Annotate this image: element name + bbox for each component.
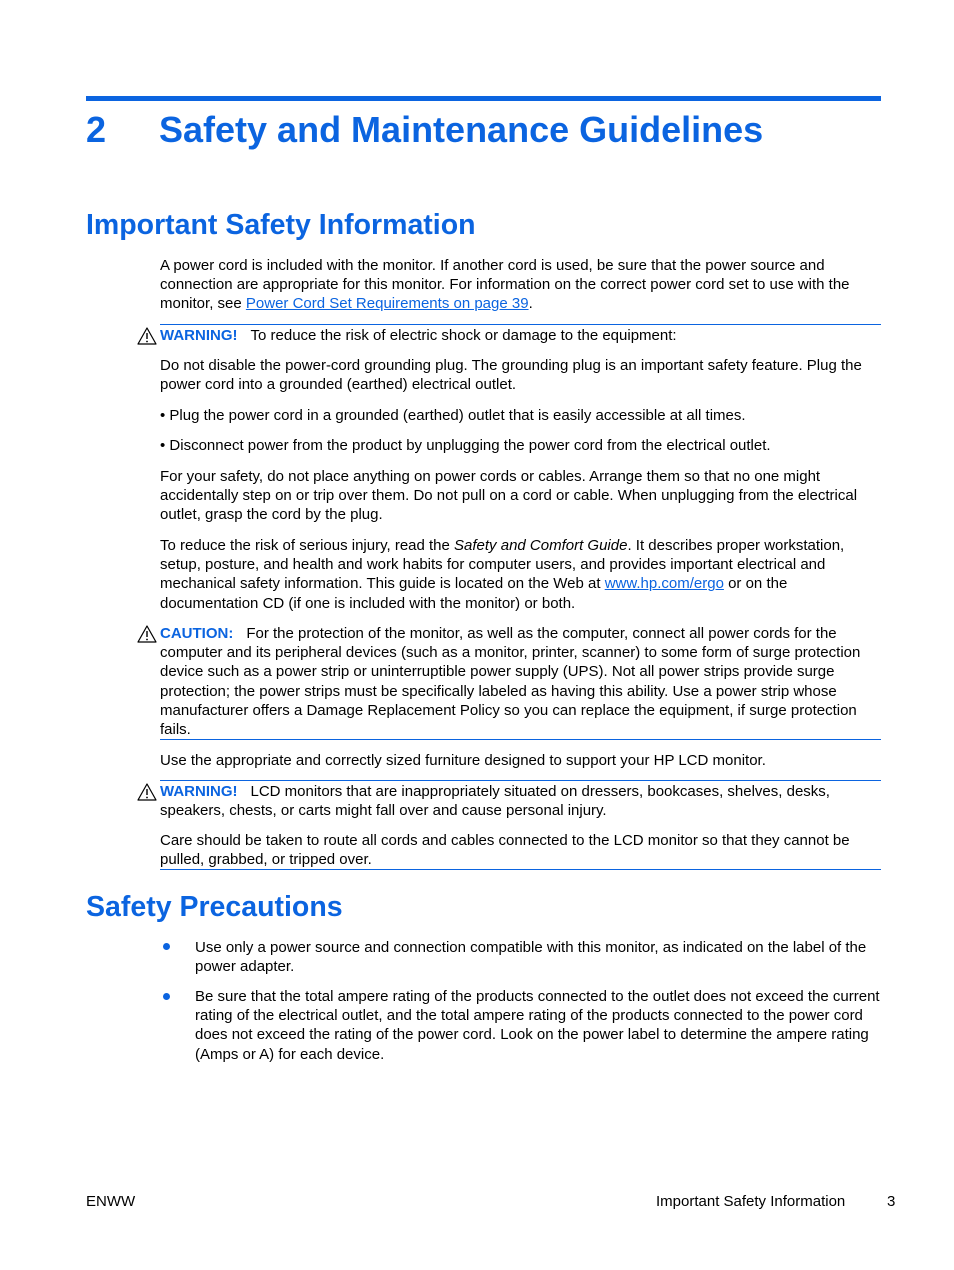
warning-triangle-icon — [137, 625, 157, 643]
chapter-number: 2 — [86, 109, 107, 150]
chapter-title — [86, 105, 886, 155]
footer-page-number: 3 — [887, 1193, 896, 1210]
warning-label: WARNING! — [160, 327, 238, 344]
guide-title: Safety and Comfort Guide — [454, 537, 628, 554]
power-cord-link[interactable]: Power Cord Set Requirements on page 39 — [245, 295, 529, 313]
warning-label: WARNING! — [160, 783, 238, 800]
warning1-para-guide: To reduce the risk of serious injury, read the Safety and Comfort Guide. It describes proper workstation, setup, posture, and health and work habits for computer users, and provides important electrical and mechanical safety information. This guide is located on the Web at www.hp.com/ergo or on the documentation CD (if one is included with the monitor) or both. — [160, 537, 845, 612]
warning-triangle-icon — [137, 327, 157, 345]
bullet-dot-icon — [163, 943, 170, 950]
precaution-bullet-1: Use only a power source and connection compatible with this monitor, as indicated on the label of the power adapter. — [195, 939, 867, 976]
chapter-title-text: Safety and Maintenance Guidelines — [159, 109, 764, 150]
warning1-para-cords: For your safety, do not place anything on power cords or cables. Arrange them so that no one might accidentally step on or trip over them. Do not pull on a cord or cable. When unplugging from the electrical outlet, grasp the cord by the plug. — [160, 468, 858, 524]
furniture-paragraph: Use the appropriate and correctly sized furniture designed to support your HP LCD monitor. — [160, 752, 766, 769]
warning1-para-grounding: Do not disable the power-cord grounding plug. The grounding plug is an important safety feature. Plug the power cord into a grounded (earthed) electrical outlet. — [160, 357, 862, 394]
warning1-para-disconnect: • Disconnect power from the product by unplugging the power cord from the electrical outlet. — [160, 437, 771, 454]
warning2-para-cables: Care should be taken to route all cords and cables connected to the LCD monitor so that they cannot be pulled, grabbed, or tripped over. — [160, 832, 850, 869]
precaution-bullet-2: Be sure that the total ampere rating of the products connected to the outlet does not exceed the current rating of the electrical outlet, and the total ampere rating of the products connected to the power cord does not exceed the rating of the power cord. Look on the power label to determine the ampere rating (Amps or A) for each device. — [195, 988, 880, 1063]
caution-label: CAUTION: — [160, 625, 234, 642]
section-title-safety-precautions: Safety Precautions — [86, 891, 343, 923]
section-title-important-safety: Important Safety Information — [86, 209, 476, 241]
warning1-callout: WARNING! To reduce the risk of electric shock or damage to the equipment: — [160, 327, 677, 344]
warning-triangle-icon — [137, 783, 157, 801]
footer-section: Important Safety Information — [656, 1193, 846, 1210]
warning1-top-rule — [160, 324, 881, 325]
warning2-bottom-rule — [160, 869, 881, 870]
bullet-dot-icon — [163, 993, 170, 1000]
footer-left: ENWW — [86, 1193, 136, 1210]
warning2-callout: WARNING! LCD monitors that are inappropriately situated on dressers, bookcases, shelves, desks, speakers, chests, or carts might fall over and cause personal injury. — [160, 783, 830, 820]
warning1-para-outlet: • Plug the power cord in a grounded (earthed) outlet that is easily accessible at all times. — [160, 407, 746, 424]
warning2-top-rule — [160, 780, 881, 781]
caution-callout: CAUTION: For the protection of the monitor, as well as the computer, connect all power cords for the computer and its peripheral devices (such as a monitor, printer, scanner) to some form of surge protection device such as a power strip or uninterruptible power supply (UPS). Not all power strips provide surge protection; the power strips must be specifically labeled as having this ability. Use a power strip whose manufacturer offers a Damage Replacement Policy so you can replace the equipment, if surge protection fails. — [160, 625, 861, 739]
chapter-rule — [86, 96, 881, 101]
intro-paragraph: A power cord is included with the monitor. If another cord is used, be sure that the power source and connection are appropriate for this monitor. For information on the correct power cord set to use with the monitor, see Power Cord Set Requirements on page 39. — [160, 257, 850, 313]
caution-bottom-rule — [160, 739, 881, 740]
hp-ergo-link[interactable]: www.hp.com/ergo — [604, 575, 724, 593]
